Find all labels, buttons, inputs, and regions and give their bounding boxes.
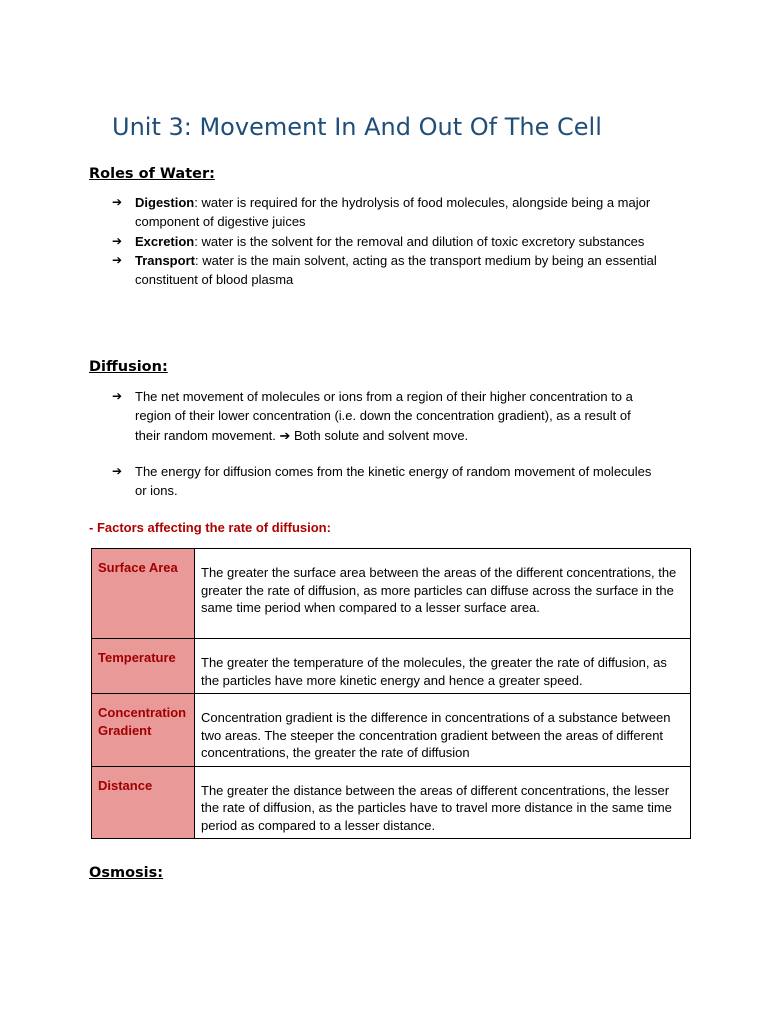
term-digestion: Digestion (135, 195, 195, 210)
factor-description-cell: Concentration gradient is the difference in concentrations of a substance between two areas. The steeper the concentration gradient between the areas of different concentrations, the greater the rate of diffusion (195, 694, 691, 767)
arrow-bullet-icon: ➔ (112, 463, 123, 478)
table-row (92, 694, 691, 767)
list-item (112, 387, 657, 445)
arrow-bullet-icon: ➔ (112, 233, 123, 248)
table-row (92, 549, 691, 639)
roles-of-water-list (112, 193, 657, 289)
factor-description-cell: The greater the temperature of the molecules, the greater the rate of diffusion, as the particles have more kinetic energy and hence a greater speed. (195, 639, 691, 694)
factors-heading: - Factors affecting the rate of diffusion: (89, 520, 331, 535)
list-item (112, 232, 657, 251)
factor-name-cell: Distance (92, 766, 195, 839)
osmosis-heading: Osmosis: (89, 865, 164, 881)
list-item (112, 193, 657, 232)
list-item (112, 462, 657, 501)
term-transport: Transport (135, 252, 195, 268)
term-description: : water is the solvent for the removal and dilution of toxic excretory substances (194, 233, 645, 249)
diffusion-definition: The net movement of molecules or ions from a region of their higher concentration to a region of their lower concentration (i.e. down the concentration gradient), as a result of their random movement. ➔ Both solute and solvent move. (135, 389, 633, 443)
arrow-bullet-icon: ➔ (112, 195, 123, 209)
factor-name-cell: Concentration Gradient (92, 694, 195, 767)
diffusion-heading: Diffusion: (89, 359, 168, 375)
factor-name-cell: Temperature (92, 639, 195, 694)
term-description: : water is the main solvent, acting as the transport medium by being an essential constituent of blood plasma (135, 252, 657, 288)
term-description: : water is required for the hydrolysis of food molecules, alongside being a major component of digestive juices (135, 195, 651, 230)
list-item (112, 251, 657, 290)
term-excretion: Excretion (135, 233, 195, 249)
factor-description-cell: The greater the distance between the areas of different concentrations, the lesser the rate of diffusion, as the particles have to travel more distance in the same time period as compared to a lesser distance. (195, 766, 691, 839)
diffusion-list (112, 387, 657, 517)
arrow-bullet-icon: ➔ (112, 252, 123, 267)
diffusion-energy: The energy for diffusion comes from the kinetic energy of random movement of molecules or ions. (135, 463, 652, 499)
roles-of-water-heading: Roles of Water: (89, 166, 215, 182)
factors-table (91, 548, 691, 839)
factor-description-cell: The greater the surface area between the areas of the different concentrations, the greater the rate of diffusion, as more particles can diffuse across the surface in the same time period when compared to a lesser surface area. (195, 549, 691, 639)
factor-name-cell: Surface Area (92, 549, 195, 639)
arrow-bullet-icon: ➔ (112, 389, 123, 403)
table-row (92, 766, 691, 839)
table-row (92, 639, 691, 694)
page-title: Unit 3: Movement In And Out Of The Cell (112, 113, 602, 141)
